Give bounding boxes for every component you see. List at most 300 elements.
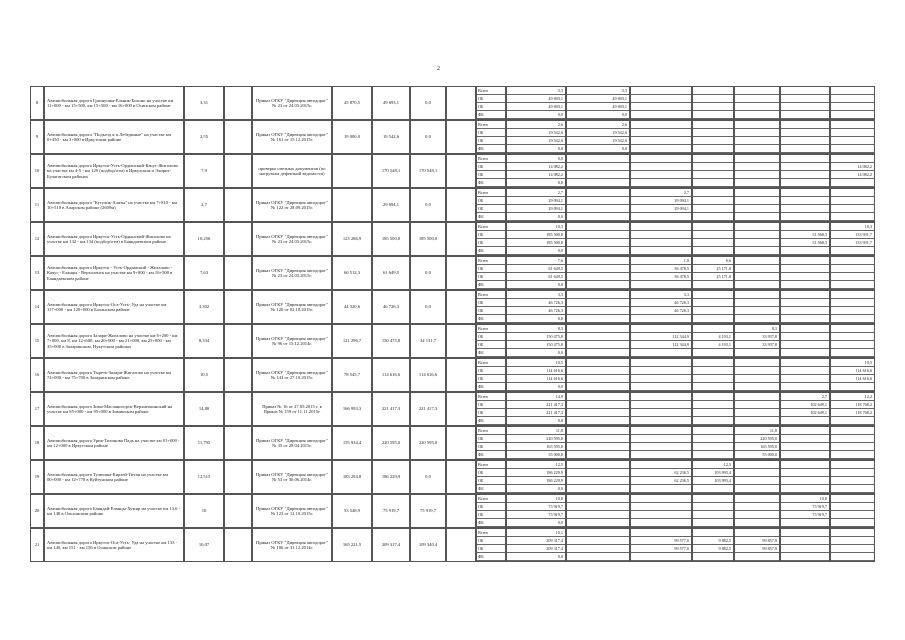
year-value xyxy=(735,349,779,357)
year-value xyxy=(781,529,829,537)
funding-value: 11,8 xyxy=(507,427,565,435)
remaining-cost: 170 548,1 xyxy=(410,154,446,188)
year-value xyxy=(831,341,874,349)
remaining-cost: 0,0 xyxy=(410,460,446,494)
year-value xyxy=(693,247,733,255)
year-column xyxy=(566,494,630,528)
year-value xyxy=(693,367,733,375)
road-length: 11,795 xyxy=(184,426,224,460)
road-name: Автомобильная дорога Иркутск-Оса-Усть- Уда на участке км 133 - км 140, км 151 - км 156 в Осинском районе xyxy=(44,528,184,562)
year-value xyxy=(567,239,629,247)
year-column xyxy=(780,460,830,494)
funding-value: 14,9 xyxy=(507,393,565,401)
year-value xyxy=(831,299,874,307)
funding-value: 10,5 xyxy=(507,359,565,367)
year-column xyxy=(566,222,630,256)
funding-value: 185 500,0 xyxy=(507,239,565,247)
year-column xyxy=(780,494,830,528)
year-value xyxy=(693,307,733,315)
year-value xyxy=(631,137,691,145)
year-value xyxy=(831,461,874,469)
year-value xyxy=(735,529,779,537)
year-value: 114 616,6 xyxy=(831,367,874,375)
year-value: 33 937,8 xyxy=(735,333,779,341)
year-value xyxy=(831,451,874,459)
budget-table xyxy=(30,86,875,562)
year-value xyxy=(693,315,733,323)
year-value xyxy=(735,231,779,239)
funding-value: 49 693,1 xyxy=(507,103,565,111)
year-value xyxy=(831,121,874,129)
empty-cell xyxy=(224,460,252,494)
year-column xyxy=(566,120,630,154)
year-column xyxy=(692,290,734,324)
year-value xyxy=(567,537,629,545)
year-value: 99 577,0 xyxy=(631,545,691,553)
road-length: 10,5 xyxy=(184,358,224,392)
year-value xyxy=(831,383,874,391)
year-value xyxy=(781,443,829,451)
year-column xyxy=(830,494,875,528)
year-value xyxy=(781,281,829,289)
year-value xyxy=(831,427,874,435)
funding-label: Всего xyxy=(477,461,505,469)
year-value: 10,5 xyxy=(831,359,874,367)
year-value xyxy=(631,349,691,357)
year-value xyxy=(735,511,779,519)
year-value xyxy=(831,273,874,281)
year-value: 75 919,7 xyxy=(781,511,829,519)
year-column xyxy=(734,120,780,154)
year-value: 10,0 xyxy=(781,495,829,503)
remaining-cost: 0,0 xyxy=(410,86,446,120)
estimate-cost: 155 934,4 xyxy=(332,426,372,460)
funding-labels xyxy=(476,392,506,426)
year-column xyxy=(734,392,780,426)
approval-document: Приказ ОГКУ "Дирекция автодорог" № 23 от 24.03.2015г. xyxy=(252,256,332,290)
funding-label: ФБ xyxy=(477,213,505,221)
year-value xyxy=(781,247,829,255)
year-value xyxy=(631,103,691,111)
approval-document: Приказ ОГКУ "Дирекция автодорог" № 23 от 24.03.2015г. xyxy=(252,222,332,256)
estimate-cost xyxy=(332,188,372,222)
year-value: 9 882,5 xyxy=(693,545,733,553)
year-column xyxy=(630,256,692,290)
year-value xyxy=(693,95,733,103)
year-value xyxy=(567,375,629,383)
row-number: 19 xyxy=(30,460,44,494)
approval-document: проверка сметных документов (по нагрузкам дефектной ведомости) xyxy=(252,154,332,188)
year-value: 19 542,6 xyxy=(567,129,629,137)
year-value: 2,6 xyxy=(567,121,629,129)
approval-document: Приказ ОГКУ "Дирекция автодорог" № 35 от 28.04.2015г. xyxy=(252,426,332,460)
funding-label: ФБ xyxy=(477,553,505,561)
year-value xyxy=(631,213,691,221)
approval-document: Приказ ОГКУ "Дирекция автодорог" № 106 от 31.12.2014г. xyxy=(252,528,332,562)
funding-value: 186 229,9 xyxy=(507,477,565,485)
year-value xyxy=(631,417,691,425)
table-row xyxy=(30,460,875,494)
year-value xyxy=(567,443,629,451)
year-value xyxy=(567,171,629,179)
year-value xyxy=(831,519,874,527)
year-value xyxy=(735,129,779,137)
year-value xyxy=(735,247,779,255)
year-column xyxy=(692,154,734,188)
funding-label: ОБ xyxy=(477,273,505,281)
estimate-cost: 121 296,7 xyxy=(332,324,372,358)
funding-total xyxy=(506,188,566,222)
approval-document: Приказ № 16 от 27.05.2015 г. к Приказ № 159 от 11.11.2015г. xyxy=(252,392,332,426)
funding-label: Всего xyxy=(477,155,505,163)
year-value xyxy=(567,409,629,417)
year-value xyxy=(693,427,733,435)
year-value: 62 236,5 xyxy=(631,477,691,485)
funding-value: 0,0 xyxy=(507,213,565,221)
funding-value: 49 693,1 xyxy=(507,95,565,103)
funding-label: ОБ xyxy=(477,299,505,307)
table-row xyxy=(30,188,875,222)
road-length: 7,9 xyxy=(184,154,224,188)
year-value xyxy=(693,111,733,119)
table-row xyxy=(30,154,875,188)
year-value xyxy=(567,247,629,255)
year-column xyxy=(566,256,630,290)
empty-cell xyxy=(446,290,476,324)
total-cost: 61 649,5 xyxy=(372,256,410,290)
year-column xyxy=(780,154,830,188)
year-value xyxy=(735,315,779,323)
year-column xyxy=(734,154,780,188)
funding-value: 19 542,6 xyxy=(507,129,565,137)
empty-cell xyxy=(224,188,252,222)
year-value xyxy=(831,529,874,537)
year-value xyxy=(735,189,779,197)
total-cost: 29 094,1 xyxy=(372,188,410,222)
year-value: 29 094,1 xyxy=(631,205,691,213)
total-cost: 220 595,0 xyxy=(372,426,410,460)
year-value xyxy=(735,121,779,129)
funding-value: 3,3 xyxy=(507,87,565,95)
road-name: Автомобильная дорога "Кутулик-Аляты" на участке км 7+810 - км 10+510 в Аларском районе (2609м) xyxy=(44,188,184,222)
year-column xyxy=(692,324,734,358)
year-value xyxy=(781,103,829,111)
year-value xyxy=(693,299,733,307)
year-value xyxy=(567,367,629,375)
year-value xyxy=(631,511,691,519)
remaining-cost: 109 340,4 xyxy=(410,528,446,562)
funding-value: 14 082,2 xyxy=(507,171,565,179)
year-value xyxy=(735,281,779,289)
year-value xyxy=(781,145,829,153)
table-row xyxy=(30,256,875,290)
year-value xyxy=(693,503,733,511)
year-column xyxy=(566,324,630,358)
year-value xyxy=(831,511,874,519)
year-column xyxy=(780,86,830,120)
year-value xyxy=(567,197,629,205)
year-value xyxy=(567,553,629,561)
year-value xyxy=(831,291,874,299)
year-value xyxy=(735,163,779,171)
funding-label: ОБ xyxy=(477,95,505,103)
year-column xyxy=(830,324,875,358)
year-column xyxy=(566,86,630,120)
year-value xyxy=(631,223,691,231)
estimate-cost: 166 993,3 xyxy=(332,392,372,426)
remaining-cost: 0,0 xyxy=(410,256,446,290)
year-value xyxy=(631,367,691,375)
year-value xyxy=(693,145,733,153)
year-value: 114 616,6 xyxy=(831,375,874,383)
empty-cell xyxy=(446,358,476,392)
year-column xyxy=(566,426,630,460)
year-value xyxy=(831,111,874,119)
funding-value: 10,0 xyxy=(507,495,565,503)
year-value xyxy=(781,477,829,485)
year-value xyxy=(735,409,779,417)
table-row xyxy=(30,222,875,256)
funding-label: ОБ xyxy=(477,333,505,341)
year-value xyxy=(831,103,874,111)
year-value xyxy=(693,495,733,503)
year-column xyxy=(630,86,692,120)
total-cost: 19 542,6 xyxy=(372,120,410,154)
funding-label: ОБ xyxy=(477,401,505,409)
year-value xyxy=(781,291,829,299)
year-value xyxy=(567,451,629,459)
year-value xyxy=(781,205,829,213)
year-value xyxy=(781,155,829,163)
year-column xyxy=(830,290,875,324)
road-name: Автомобильная дорога Залари-Жигалово на участке км 6+200 - км 7+000, км 8, км 12+600, км 20+000 - км 21+000, км 25+000 - км 35+000 в Заларинском, Нукутском районах xyxy=(44,324,184,358)
row-number: 15 xyxy=(30,324,44,358)
funding-label: Всего xyxy=(477,121,505,129)
funding-value: 185 500,0 xyxy=(507,231,565,239)
year-value xyxy=(631,145,691,153)
year-value xyxy=(567,307,629,315)
year-value xyxy=(735,359,779,367)
year-value xyxy=(693,485,733,493)
year-value xyxy=(781,179,829,187)
funding-label: ОБ xyxy=(477,103,505,111)
empty-cell xyxy=(446,154,476,188)
year-value xyxy=(735,519,779,527)
year-column xyxy=(830,528,875,562)
year-value xyxy=(631,409,691,417)
year-column xyxy=(830,86,875,120)
funding-label: ОБ xyxy=(477,265,505,273)
year-value xyxy=(693,197,733,205)
funding-value: 2,7 xyxy=(507,189,565,197)
year-value xyxy=(831,553,874,561)
road-name: Автомобильная дорога "Подъезд к п.Лебединые" на участке км 0+450 - км 3+000 в Иркутском районе xyxy=(44,120,184,154)
funding-value: 12,5 xyxy=(507,461,565,469)
funding-labels xyxy=(476,154,506,188)
funding-label: ФБ xyxy=(477,451,505,459)
funding-label: ФБ xyxy=(477,179,505,187)
year-value xyxy=(567,519,629,527)
year-value xyxy=(781,137,829,145)
year-value xyxy=(567,393,629,401)
year-value: 99 857,9 xyxy=(735,545,779,553)
funding-labels xyxy=(476,188,506,222)
year-value xyxy=(735,375,779,383)
year-column xyxy=(780,392,830,426)
year-column xyxy=(734,494,780,528)
year-column xyxy=(630,494,692,528)
funding-label: ФБ xyxy=(477,349,505,357)
year-value xyxy=(693,155,733,163)
road-name: Автомобильная дорога Баяндай-Еланцы-Хужир на участке км 13,6 - км 148 в Ольхонском районе xyxy=(44,494,184,528)
year-column xyxy=(566,358,630,392)
estimate-cost: 19 000,0 xyxy=(332,120,372,154)
year-value xyxy=(567,461,629,469)
funding-labels xyxy=(476,290,506,324)
road-name: Автомобильная дорога Грязнушка-Ельник-Бохоно на участке км 11+000 - км 15+500, км 15+500 - км 16+000 в Осинском районе xyxy=(44,86,184,120)
year-value xyxy=(567,205,629,213)
year-column xyxy=(780,222,830,256)
year-value xyxy=(831,333,874,341)
year-column xyxy=(830,120,875,154)
year-column xyxy=(830,460,875,494)
funding-value: 186 229,9 xyxy=(507,469,565,477)
year-value xyxy=(693,409,733,417)
remaining-cost: 220 595,0 xyxy=(410,426,446,460)
year-value: 36 478,5 xyxy=(631,265,691,273)
year-value: 112 344,9 xyxy=(631,333,691,341)
year-value xyxy=(735,495,779,503)
funding-label: ОБ xyxy=(477,503,505,511)
year-value xyxy=(693,205,733,213)
funding-label: ФБ xyxy=(477,519,505,527)
year-value xyxy=(567,291,629,299)
year-value xyxy=(567,231,629,239)
funding-total xyxy=(506,460,566,494)
year-value xyxy=(693,223,733,231)
year-value xyxy=(735,299,779,307)
year-value xyxy=(631,325,691,333)
year-value xyxy=(567,163,629,171)
funding-labels xyxy=(476,426,506,460)
year-value xyxy=(831,247,874,255)
year-value xyxy=(781,519,829,527)
year-column xyxy=(734,426,780,460)
empty-cell xyxy=(446,324,476,358)
year-column xyxy=(566,154,630,188)
table-row xyxy=(30,120,875,154)
funding-label: ОБ xyxy=(477,205,505,213)
funding-label: ОБ xyxy=(477,129,505,137)
funding-label: ОБ xyxy=(477,443,505,451)
row-number: 9 xyxy=(30,120,44,154)
year-column xyxy=(780,426,830,460)
funding-value: 221 417,3 xyxy=(507,409,565,417)
empty-cell xyxy=(446,528,476,562)
estimate-cost: 78 545,7 xyxy=(332,358,372,392)
year-column xyxy=(630,324,692,358)
year-value: 46 726,3 xyxy=(631,299,691,307)
year-column xyxy=(630,154,692,188)
funding-value: 0,0 xyxy=(507,155,565,163)
year-value xyxy=(831,95,874,103)
funding-label: ОБ xyxy=(477,375,505,383)
year-value xyxy=(735,179,779,187)
funding-value: 0,0 xyxy=(507,315,565,323)
year-value xyxy=(781,163,829,171)
funding-label: ОБ xyxy=(477,469,505,477)
estimate-cost: 53 548,9 xyxy=(332,494,372,528)
page-number: 2 xyxy=(437,66,440,72)
year-value: 103 993,4 xyxy=(693,469,733,477)
year-column xyxy=(830,188,875,222)
funding-labels xyxy=(476,222,506,256)
year-column xyxy=(780,256,830,290)
year-value xyxy=(567,435,629,443)
year-value xyxy=(831,417,874,425)
year-value xyxy=(631,171,691,179)
year-column xyxy=(830,392,875,426)
estimate-cost: 45 870,5 xyxy=(332,86,372,120)
year-value xyxy=(781,111,829,119)
funding-value: 14 082,2 xyxy=(507,163,565,171)
year-column xyxy=(734,222,780,256)
year-value: 75 919,7 xyxy=(781,503,829,511)
year-value xyxy=(631,129,691,137)
year-value: 99 857,9 xyxy=(735,537,779,545)
table-row xyxy=(30,358,875,392)
funding-labels xyxy=(476,358,506,392)
empty-cell xyxy=(446,256,476,290)
funding-total xyxy=(506,324,566,358)
year-value xyxy=(567,333,629,341)
year-value xyxy=(631,95,691,103)
year-value xyxy=(781,349,829,357)
year-value xyxy=(831,503,874,511)
funding-value: 61 649,5 xyxy=(507,273,565,281)
year-value xyxy=(831,477,874,485)
year-value xyxy=(781,427,829,435)
road-length: 3,302 xyxy=(184,290,224,324)
year-value xyxy=(567,529,629,537)
year-value xyxy=(693,213,733,221)
year-value: 0,0 xyxy=(567,111,629,119)
year-value: 49 693,1 xyxy=(567,95,629,103)
approval-document: Приказ ОГКУ "Дирекция автодорог" № 123 от 12.10.2015г. xyxy=(252,494,332,528)
year-value xyxy=(693,281,733,289)
year-value xyxy=(631,87,691,95)
year-value xyxy=(693,103,733,111)
funding-value: 55 000,0 xyxy=(507,451,565,459)
year-value: 4 193,1 xyxy=(693,333,733,341)
year-value xyxy=(781,223,829,231)
year-value xyxy=(631,495,691,503)
table-row xyxy=(30,290,875,324)
year-value xyxy=(831,537,874,545)
year-value xyxy=(631,359,691,367)
empty-cell xyxy=(224,426,252,460)
remaining-cost: 185 500,0 xyxy=(410,222,446,256)
year-value xyxy=(831,265,874,273)
funding-label: Всего xyxy=(477,223,505,231)
year-value xyxy=(693,375,733,383)
funding-total xyxy=(506,86,566,120)
year-column xyxy=(692,494,734,528)
year-value xyxy=(831,495,874,503)
funding-label: ОБ xyxy=(477,367,505,375)
year-value xyxy=(735,553,779,561)
year-value xyxy=(781,341,829,349)
